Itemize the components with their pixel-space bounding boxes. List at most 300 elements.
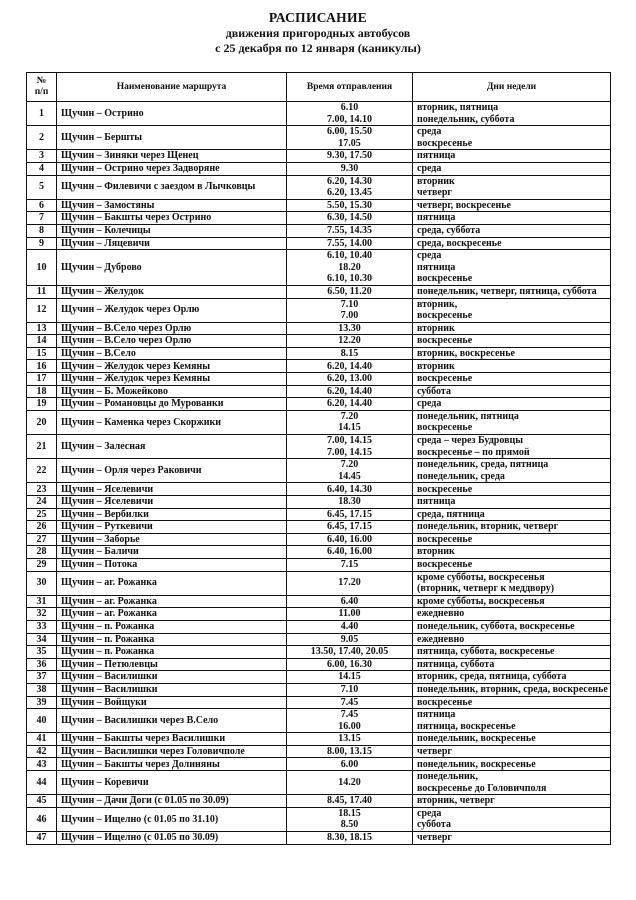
header-number [27, 73, 57, 102]
weekdays [413, 671, 611, 684]
weekday-line: пятница [417, 496, 456, 508]
departure-time: 6.10 [340, 102, 359, 114]
weekdays [413, 546, 611, 559]
departure-times [287, 807, 413, 831]
document-header [0, 10, 636, 56]
route-name: Щучин – Ищелно (с 01.05 по 30.09) [57, 832, 287, 845]
departure-time: 7.55, 14.00 [327, 237, 372, 249]
weekday-line: вторник, воскресенье [417, 347, 515, 359]
departure-times [287, 771, 413, 795]
departure-times [287, 162, 413, 175]
route-name: Щучин – Каменка через Скоржики [57, 410, 287, 434]
route-number: 7 [27, 212, 57, 225]
departure-time: 6.40, 14.30 [327, 483, 372, 495]
table-row [27, 807, 611, 831]
weekday-line: четверг [417, 832, 452, 844]
departure-time: 6.50, 11.20 [327, 286, 372, 298]
route-number: 9 [27, 237, 57, 250]
departure-times [287, 347, 413, 360]
departure-time: 6.20, 14.40 [327, 385, 372, 397]
departure-times [287, 496, 413, 509]
weekday-line: пятница, суббота [417, 658, 495, 670]
weekday-line: четверг, воскресенье [417, 199, 511, 211]
route-name: Щучин – Петюлевцы [57, 658, 287, 671]
weekday-line: понедельник, воскресенье [417, 733, 536, 745]
departure-times [287, 646, 413, 659]
weekday-line: среда [417, 398, 442, 410]
route-number: 5 [27, 175, 57, 199]
weekday-line: вторник [417, 175, 455, 187]
route-number: 1 [27, 102, 57, 126]
route-name: Щучин – Замостяны [57, 199, 287, 212]
route-name: Щучин – Бакшты через Василишки [57, 733, 287, 746]
departure-time: 6.20, 14.30 [327, 175, 372, 187]
weekday-line: понедельник, среда [417, 470, 505, 482]
weekday-line: вторник, [417, 298, 458, 310]
weekday-line: воскресенье [417, 696, 473, 708]
route-name: Щучин – Колечицы [57, 224, 287, 237]
table-row [27, 671, 611, 684]
table-row [27, 496, 611, 509]
route-number: 36 [27, 658, 57, 671]
departure-time: 6.20, 14.40 [327, 398, 372, 410]
header-route: Наименование маршрута [57, 73, 287, 102]
weekday-line: вторник [417, 360, 455, 372]
route-name: Щучин – Василишки [57, 683, 287, 696]
departure-time: 6.10, 10.30 [327, 273, 372, 285]
departure-times [287, 671, 413, 684]
weekday-line: воскресенье [417, 310, 473, 322]
departure-times [287, 298, 413, 322]
route-number: 34 [27, 633, 57, 646]
weekdays [413, 771, 611, 795]
departure-times [287, 795, 413, 808]
weekdays [413, 459, 611, 483]
weekdays [413, 322, 611, 335]
weekdays [413, 373, 611, 386]
weekday-line: суббота [417, 819, 451, 831]
departure-times [287, 102, 413, 126]
departure-time: 14.20 [338, 776, 361, 788]
weekday-line: ежедневно [417, 633, 465, 645]
departure-times [287, 709, 413, 733]
table-row [27, 595, 611, 608]
weekday-line: воскресенье [417, 373, 473, 385]
weekdays [413, 795, 611, 808]
weekdays [413, 298, 611, 322]
weekday-line: пятница [417, 212, 456, 224]
route-name: Щучин – В.Село через Орлю [57, 322, 287, 335]
weekday-line: вторник [417, 546, 455, 558]
table-row [27, 646, 611, 659]
route-name: Щучин – Зиняки через Щенец [57, 150, 287, 163]
weekdays [413, 410, 611, 434]
departure-time: 14.45 [338, 470, 361, 482]
route-name: Щучин – Желудок через Кемяны [57, 373, 287, 386]
departure-times [287, 521, 413, 534]
departure-times [287, 683, 413, 696]
departure-times [287, 745, 413, 758]
departure-times [287, 558, 413, 571]
route-number: 6 [27, 199, 57, 212]
route-number: 32 [27, 608, 57, 621]
route-number: 26 [27, 521, 57, 534]
weekday-line: понедельник, суббота [417, 113, 515, 125]
route-number: 38 [27, 683, 57, 696]
departure-time: 14.15 [338, 422, 361, 434]
route-number: 15 [27, 347, 57, 360]
table-row [27, 435, 611, 459]
route-name: Щучин – Руткевичи [57, 521, 287, 534]
departure-time: 18.20 [338, 261, 361, 273]
route-number: 12 [27, 298, 57, 322]
weekday-line: понедельник, суббота, воскресенье [417, 621, 575, 633]
departure-time: 6.40 [340, 595, 359, 607]
departure-times [287, 620, 413, 633]
table-row [27, 558, 611, 571]
route-number: 25 [27, 508, 57, 521]
departure-times [287, 508, 413, 521]
departure-times [287, 608, 413, 621]
weekday-line: воскресенье [417, 533, 473, 545]
table-row [27, 199, 611, 212]
weekday-line: понедельник, вторник, четверг [417, 521, 559, 533]
weekdays [413, 646, 611, 659]
departure-times [287, 126, 413, 150]
route-name: Щучин – Залесная [57, 435, 287, 459]
departure-time: 4.40 [340, 621, 359, 633]
document-subtitle: движения пригородных автобусов [225, 26, 411, 40]
weekdays [413, 683, 611, 696]
departure-time: 14.15 [338, 671, 361, 683]
departure-times [287, 373, 413, 386]
route-name: Щучин – Романовцы до Мурованки [57, 398, 287, 411]
weekday-line: среда, пятница [417, 508, 485, 520]
route-number: 37 [27, 671, 57, 684]
weekdays [413, 150, 611, 163]
weekdays [413, 224, 611, 237]
table-header-row [27, 73, 611, 102]
route-number: 31 [27, 595, 57, 608]
route-number: 41 [27, 733, 57, 746]
weekday-line: суббота [417, 385, 451, 397]
weekdays [413, 335, 611, 348]
route-number: 28 [27, 546, 57, 559]
departure-times [287, 483, 413, 496]
route-number: 2 [27, 126, 57, 150]
table-row [27, 546, 611, 559]
route-name: Щучин – аг. Рожанка [57, 608, 287, 621]
route-name: Щучин – п. Рожанка [57, 646, 287, 659]
table-row [27, 212, 611, 225]
route-name: Щучин – Вербилки [57, 508, 287, 521]
route-name: Щучин – Острино [57, 102, 287, 126]
departure-times [287, 212, 413, 225]
departure-time: 7.55, 14.35 [327, 225, 372, 237]
weekday-line: кроме субботы, воскресенья [417, 571, 545, 583]
departure-time: 8.15 [340, 347, 359, 359]
departure-time: 8.00, 13.15 [327, 745, 372, 757]
route-name: Щучин – Василишки [57, 671, 287, 684]
departure-time: 6.40, 16.00 [327, 546, 372, 558]
weekdays [413, 385, 611, 398]
route-name: Щучин – аг. Рожанка [57, 571, 287, 595]
route-name: Щучин – Войщуки [57, 696, 287, 709]
table-row [27, 508, 611, 521]
route-number: 24 [27, 496, 57, 509]
weekdays [413, 162, 611, 175]
route-number: 13 [27, 322, 57, 335]
departure-times [287, 285, 413, 298]
departure-time: 9.30 [340, 163, 359, 175]
route-number: 43 [27, 758, 57, 771]
table-row [27, 658, 611, 671]
route-name: Щучин – п. Рожанка [57, 620, 287, 633]
route-name: Щучин – п. Рожанка [57, 633, 287, 646]
departure-times [287, 322, 413, 335]
departure-time: 8.30, 18.15 [327, 832, 372, 844]
departure-times [287, 237, 413, 250]
route-number: 46 [27, 807, 57, 831]
weekday-line: понедельник, вторник, среда, воскресенье [417, 684, 608, 696]
departure-time: 12.20 [338, 335, 361, 347]
weekdays [413, 533, 611, 546]
departure-time: 18.15 [338, 808, 361, 820]
departure-time: 6.20, 13.45 [327, 187, 372, 199]
weekdays [413, 521, 611, 534]
departure-time: 13.50, 17.40, 20.05 [310, 646, 389, 658]
route-name: Щучин – Заборье [57, 533, 287, 546]
weekdays [413, 571, 611, 595]
table-row [27, 175, 611, 199]
departure-times [287, 595, 413, 608]
route-number: 16 [27, 360, 57, 373]
route-name: Щучин – Яселевичи [57, 496, 287, 509]
table-row [27, 360, 611, 373]
weekday-line: среда [417, 126, 442, 138]
schedule-table-body [27, 102, 611, 845]
departure-times [287, 832, 413, 845]
weekday-line: среда, суббота [417, 225, 481, 237]
weekday-line: вторник, среда, пятница, суббота [417, 671, 567, 683]
weekday-line: воскресенье [417, 422, 473, 434]
weekdays [413, 237, 611, 250]
weekdays [413, 620, 611, 633]
weekdays [413, 758, 611, 771]
weekdays [413, 398, 611, 411]
departure-time: 8.50 [340, 819, 359, 831]
weekdays [413, 733, 611, 746]
route-number: 33 [27, 620, 57, 633]
weekdays [413, 126, 611, 150]
departure-time: 7.10 [340, 298, 359, 310]
route-name: Щучин – Желудок через Орлю [57, 298, 287, 322]
route-number: 14 [27, 335, 57, 348]
departure-times [287, 335, 413, 348]
weekdays [413, 658, 611, 671]
departure-time: 17.20 [338, 577, 361, 589]
weekday-line: пятница, суббота, воскресенье [417, 646, 555, 658]
departure-times [287, 459, 413, 483]
departure-times [287, 546, 413, 559]
weekdays [413, 709, 611, 733]
weekday-line: вторник, пятница [417, 102, 499, 114]
departure-times [287, 150, 413, 163]
weekday-line: воскресенье [417, 137, 473, 149]
weekday-line: ежедневно [417, 608, 465, 620]
weekdays [413, 102, 611, 126]
weekday-line: среда [417, 250, 442, 262]
table-row [27, 237, 611, 250]
weekday-line: воскресенье [417, 483, 473, 495]
route-number: 47 [27, 832, 57, 845]
route-name: Щучин – Орля через Раковичи [57, 459, 287, 483]
route-name: Щучин – Потока [57, 558, 287, 571]
departure-times [287, 571, 413, 595]
weekdays [413, 483, 611, 496]
route-name: Щучин – Баличи [57, 546, 287, 559]
route-name: Щучин – Ищелно (с 01.05 по 31.10) [57, 807, 287, 831]
weekdays [413, 250, 611, 286]
table-row [27, 373, 611, 386]
document-title: РАСПИСАНИЕ [268, 10, 368, 25]
departure-times [287, 533, 413, 546]
departure-times [287, 385, 413, 398]
departure-times [287, 360, 413, 373]
weekdays [413, 435, 611, 459]
weekday-line: понедельник, четверг, пятница, суббота [417, 286, 597, 298]
departure-time: 16.00 [338, 720, 361, 732]
weekday-line: понедельник, воскресенье [417, 758, 536, 770]
weekday-line: кроме субботы, воскресенья [417, 595, 545, 607]
departure-times [287, 733, 413, 746]
weekday-line: пятница, воскресенье [417, 720, 516, 732]
route-name: Щучин – Дачи Доги (с 01.05 по 30.09) [57, 795, 287, 808]
weekday-line: четверг [417, 745, 452, 757]
weekday-line: воскресенье до Головичполя [417, 782, 547, 794]
header-number-line: № [36, 76, 47, 86]
weekday-line: пятница [417, 261, 456, 273]
route-number: 42 [27, 745, 57, 758]
table-row [27, 745, 611, 758]
departure-time: 7.10 [340, 684, 359, 696]
weekdays [413, 633, 611, 646]
departure-time: 6.20, 14.40 [327, 360, 372, 372]
table-row [27, 285, 611, 298]
departure-times [287, 435, 413, 459]
route-number: 30 [27, 571, 57, 595]
weekdays [413, 608, 611, 621]
table-row [27, 733, 611, 746]
table-row [27, 709, 611, 733]
route-number: 20 [27, 410, 57, 434]
weekday-line: среда [417, 808, 442, 820]
route-number: 19 [27, 398, 57, 411]
departure-time: 6.10, 10.40 [327, 250, 372, 262]
table-row [27, 608, 611, 621]
departure-time: 7.00, 14.10 [327, 113, 372, 125]
departure-times [287, 199, 413, 212]
table-row [27, 102, 611, 126]
route-number: 40 [27, 709, 57, 733]
route-number: 23 [27, 483, 57, 496]
weekdays [413, 595, 611, 608]
route-name: Щучин – аг. Рожанка [57, 595, 287, 608]
table-row [27, 633, 611, 646]
departure-times [287, 410, 413, 434]
table-row [27, 347, 611, 360]
departure-times [287, 224, 413, 237]
table-row [27, 521, 611, 534]
table-row [27, 126, 611, 150]
route-name: Щучин – Острино через Задворяне [57, 162, 287, 175]
route-number: 22 [27, 459, 57, 483]
departure-times [287, 175, 413, 199]
route-name: Щучин – Желудок [57, 285, 287, 298]
departure-time: 13.15 [338, 733, 361, 745]
route-name: Щучин – Б. Можейково [57, 385, 287, 398]
weekdays [413, 175, 611, 199]
route-name: Щучин – Коревичи [57, 771, 287, 795]
departure-time: 17.05 [338, 137, 361, 149]
route-name: Щучин – Желудок через Кемяны [57, 360, 287, 373]
table-row [27, 410, 611, 434]
route-name: Щучин – В.Село [57, 347, 287, 360]
weekdays [413, 696, 611, 709]
route-number: 39 [27, 696, 57, 709]
departure-time: 7.20 [340, 459, 359, 471]
route-name: Щучин – Василишки через Головичполе [57, 745, 287, 758]
weekday-line: (вторник, четверг к меддвору) [417, 583, 555, 595]
table-row [27, 250, 611, 286]
route-number: 35 [27, 646, 57, 659]
departure-time: 7.00, 14.15 [327, 446, 372, 458]
table-row [27, 795, 611, 808]
route-name: Щучин – Дуброво [57, 250, 287, 286]
table-row [27, 683, 611, 696]
weekdays [413, 745, 611, 758]
document-period: с 25 декабря по 12 января (каникулы) [215, 41, 421, 55]
weekday-line: воскресенье – по прямой [417, 446, 530, 458]
route-number: 3 [27, 150, 57, 163]
weekdays [413, 496, 611, 509]
weekdays [413, 199, 611, 212]
route-number: 4 [27, 162, 57, 175]
departure-time: 6.45, 17.15 [327, 521, 372, 533]
weekday-line: четверг [417, 187, 452, 199]
route-number: 44 [27, 771, 57, 795]
route-name: Щучин – Бершты [57, 126, 287, 150]
departure-times [287, 758, 413, 771]
weekday-line: пятница [417, 709, 456, 721]
departure-times [287, 250, 413, 286]
table-row [27, 571, 611, 595]
departure-time: 7.00 [340, 310, 359, 322]
departure-times [287, 696, 413, 709]
table-row [27, 459, 611, 483]
departure-time: 7.45 [340, 709, 359, 721]
weekday-line: вторник, четверг [417, 795, 495, 807]
route-name: Щучин – Ляцевичи [57, 237, 287, 250]
departure-time: 6.40, 16.00 [327, 533, 372, 545]
departure-time: 7.15 [340, 559, 359, 571]
weekday-line: среда – через Будровцы [417, 435, 524, 447]
departure-time: 18.30 [338, 496, 361, 508]
weekdays [413, 807, 611, 831]
header-weekdays: Дни недели [413, 73, 611, 102]
header-number-line: п/п [34, 87, 49, 97]
departure-time: 6.00, 15.50 [327, 126, 372, 138]
